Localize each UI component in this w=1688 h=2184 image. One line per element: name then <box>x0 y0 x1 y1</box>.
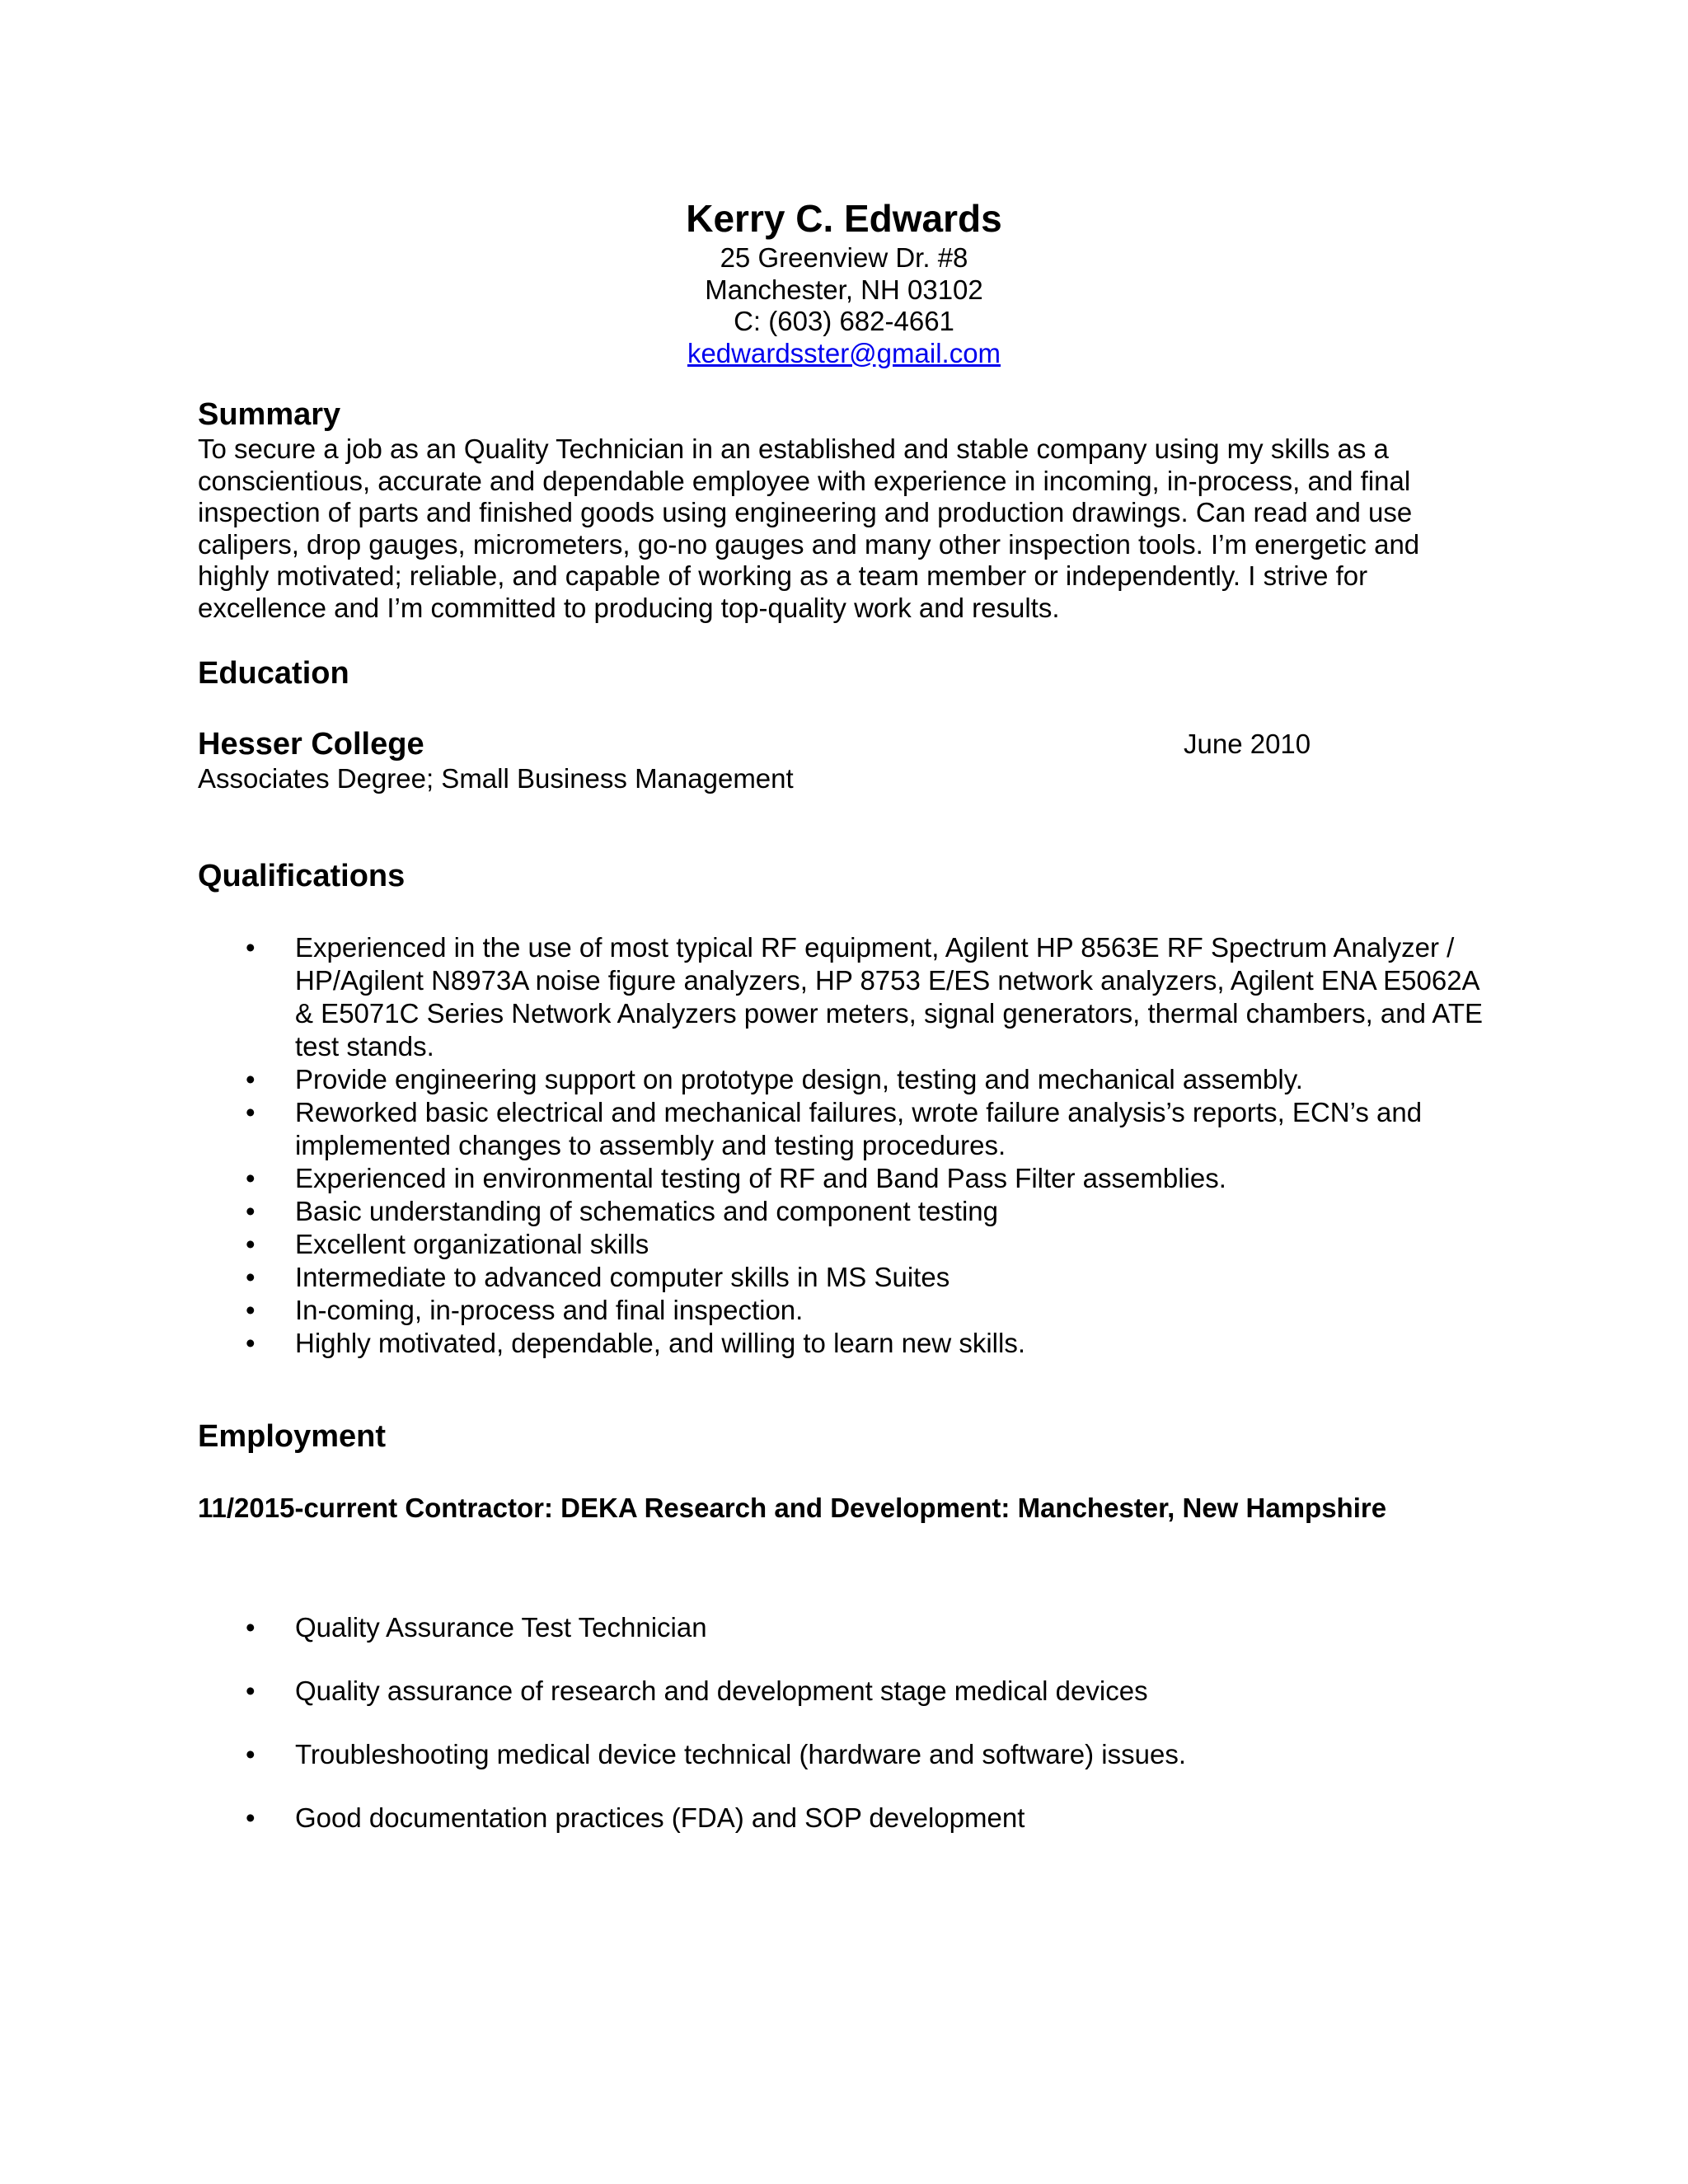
job-title-line: 11/2015-current Contractor: DEKA Research and Development: Manchester, New Hampshire <box>198 1493 1387 1523</box>
summary-text <box>198 434 1484 624</box>
list-item: • Reworked basic electrical and mechanical failures, wrote failure analysis’s reports, ECN’s and implemented changes to assembly and testing procedures. <box>246 1097 1423 1160</box>
phone-number: C: (603) 682-4661 <box>734 306 954 336</box>
bullet-icon: • <box>246 1295 256 1325</box>
address-line-2: Manchester, NH 03102 <box>705 274 983 305</box>
list-item: • Basic understanding of schematics and component testing <box>246 1196 999 1226</box>
bullet-icon: • <box>246 1328 256 1358</box>
list-item: • Experienced in environmental testing of RF and Band Pass Filter assemblies. <box>246 1163 1226 1193</box>
list-item: • Highly motivated, dependable, and willing to learn new skills. <box>246 1328 1025 1358</box>
summary-line: To secure a job as an Quality Technician in an established and stable company using my skills as a <box>198 434 1389 464</box>
bullet-icon: • <box>246 1262 256 1292</box>
bullet-icon: • <box>246 1229 256 1259</box>
resume-header <box>0 194 1688 369</box>
list-item: • Provide engineering support on prototype design, testing and mechanical assembly. <box>246 1064 1303 1094</box>
list-item: • Experienced in the use of most typical RF equipment, Agilent HP 8563E RF Spectrum Analyzer / HP/Agilent N8973A noise figure analyzers, HP 8753 E/ES network analyzers, Agilent ENA E5062A & E5071C Series Network Analyzers power meters, signal generators, thermal chambers, and ATE test stands. <box>246 932 1484 1062</box>
qualifications-list <box>198 931 1484 1360</box>
employment-heading: Employment <box>198 1419 387 1454</box>
list-item: • Intermediate to advanced computer skills in MS Suites <box>246 1262 950 1292</box>
summary-heading: Summary <box>198 397 341 432</box>
bullet-icon: • <box>246 1163 256 1193</box>
list-item: • Troubleshooting medical device technical (hardware and software) issues. <box>246 1739 1186 1769</box>
summary-line: highly motivated; reliable, and capable of working as a team member or independently. I strive for <box>198 560 1368 591</box>
bullet-icon: • <box>246 1675 256 1706</box>
bullet-icon: • <box>246 932 256 963</box>
bullet-icon: • <box>246 1196 256 1226</box>
list-item: • Quality Assurance Test Technician <box>246 1612 707 1643</box>
email-link[interactable]: kedwardsster@gmail.com <box>687 337 1001 368</box>
list-item: • Good documentation practices (FDA) and SOP development <box>246 1802 1025 1833</box>
qualifications-heading: Qualifications <box>198 859 406 893</box>
summary-line: excellence and I’m committed to producing top-quality work and results. <box>198 592 1060 623</box>
address-line-1: 25 Greenview Dr. #8 <box>720 242 968 273</box>
list-item: • Excellent organizational skills <box>246 1229 649 1259</box>
list-item: • Quality assurance of research and development stage medical devices <box>246 1675 1148 1706</box>
summary-line: inspection of parts and finished goods using engineering and production drawings. Can read and use <box>198 497 1413 527</box>
employment-duties-list <box>198 1611 1484 1865</box>
bullet-icon: • <box>246 1802 256 1833</box>
summary-line: conscientious, accurate and dependable employee with experience in incoming, in-process, and final <box>198 465 1411 496</box>
summary-line: calipers, drop gauges, micrometers, go-no gauges and many other inspection tools. I’m energetic and <box>198 528 1420 560</box>
school-name: Hesser College <box>198 727 424 762</box>
bullet-icon: • <box>246 1097 256 1127</box>
candidate-name: Kerry C. Edwards <box>686 197 1002 240</box>
bullet-icon: • <box>246 1612 256 1643</box>
graduation-date: June 2010 <box>1184 729 1311 759</box>
degree: Associates Degree; Small Business Management <box>198 763 794 794</box>
education-heading: Education <box>198 656 349 691</box>
bullet-icon: • <box>246 1064 256 1094</box>
list-item: • In-coming, in-process and final inspection. <box>246 1295 804 1325</box>
bullet-icon: • <box>246 1739 256 1769</box>
